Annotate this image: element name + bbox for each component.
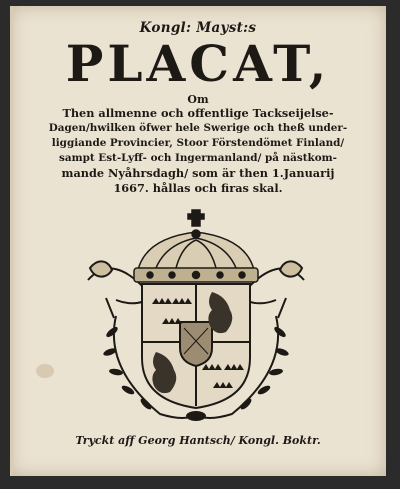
document-subtitle-om: Om <box>187 93 209 106</box>
body-line: sampt Est-Lyff- och Ingermanland/ på nästkom- <box>59 152 337 164</box>
body-line: 1667. hållas och firas skal. <box>113 181 283 195</box>
document-page <box>10 6 386 476</box>
document-header: Kongl: Mayst:s <box>139 20 257 36</box>
printer-imprint: Tryckt aff Georg Hantsch/ Kongl. Boktr. <box>75 434 321 447</box>
body-line: liggiande Provincier, Stoor Förstendömet Finland/ <box>51 137 345 149</box>
paper-stain <box>36 364 54 378</box>
body-line: Then allmenne och offentlige Tackseijelse- <box>62 106 334 120</box>
body-line: Dagen/hwilken öfwer hele Swerige och theß under- <box>48 122 348 134</box>
body-line: mande Nyåhrsdagh/ som är then 1.Januarij <box>61 166 335 180</box>
document-title: PLACAT, <box>65 34 331 93</box>
coat-of-arms-icon <box>76 208 316 426</box>
document-body <box>24 106 372 196</box>
